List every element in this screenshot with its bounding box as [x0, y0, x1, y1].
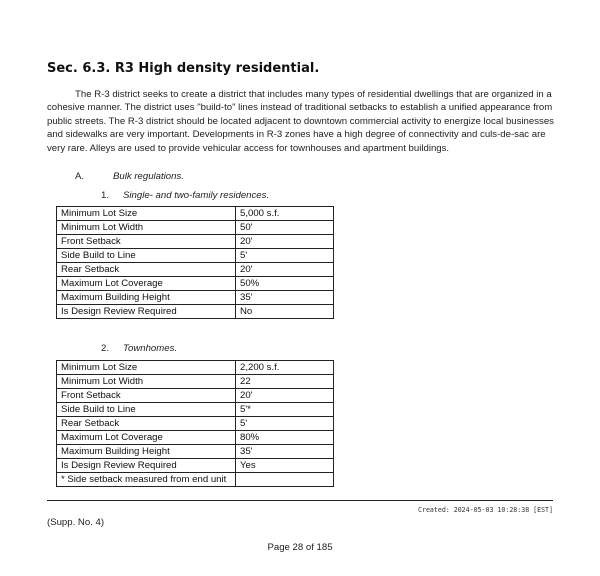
regulation-value-cell: 20': [236, 389, 334, 403]
regulation-value-cell: 20': [236, 235, 334, 249]
regulation-value-cell: 35': [236, 445, 334, 459]
created-timestamp: Created: 2024-05-03 10:28:38 [EST]: [418, 506, 553, 514]
regulation-value-cell: 20': [236, 263, 334, 277]
regulation-value-cell: 50%: [236, 277, 334, 291]
table-row: [57, 473, 334, 487]
regulation-name-cell: Front Setback: [57, 235, 236, 249]
table-row: [57, 235, 334, 249]
table-row: [57, 445, 334, 459]
regulation-value-cell: 2,200 s.f.: [236, 361, 334, 375]
regulation-name-cell: Maximum Building Height: [57, 445, 236, 459]
regulation-name-cell: Maximum Lot Coverage: [57, 431, 236, 445]
regulation-name-cell: * Side setback measured from end unit: [57, 473, 236, 487]
regulation-name-cell: Rear Setback: [57, 263, 236, 277]
table-row: [57, 361, 334, 375]
supplement-number: (Supp. No. 4): [47, 517, 105, 528]
table-row: [57, 207, 334, 221]
regulation-name-cell: Is Design Review Required: [57, 459, 236, 473]
regulation-value-cell: 50': [236, 221, 334, 235]
regulation-name-cell: Rear Setback: [57, 417, 236, 431]
section-title: Sec. 6.3. R3 High density residential.: [47, 61, 320, 76]
regulation-name-cell: Side Build to Line: [57, 403, 236, 417]
item-1-marker: 1.: [101, 190, 110, 201]
table-row: [57, 431, 334, 445]
regulation-value-cell: 5': [236, 417, 334, 431]
table-row: [57, 249, 334, 263]
regulation-value-cell: 5,000 s.f.: [236, 207, 334, 221]
regulation-value-cell: 35': [236, 291, 334, 305]
table-row: [57, 263, 334, 277]
table-row: [57, 221, 334, 235]
table-row: [57, 305, 334, 319]
item-1-heading: [101, 190, 269, 201]
item-1-label: Single- and two-family residences.: [123, 190, 270, 201]
regulation-name-cell: Maximum Lot Coverage: [57, 277, 236, 291]
table-row: [57, 417, 334, 431]
regulation-name-cell: Minimum Lot Size: [57, 207, 236, 221]
item-2-marker: 2.: [101, 343, 110, 354]
table-row: [57, 389, 334, 403]
table-row: [57, 403, 334, 417]
footer-divider: [47, 500, 553, 501]
table-row: [57, 375, 334, 389]
regulation-value-cell: Yes: [236, 459, 334, 473]
regulation-value-cell: 5': [236, 249, 334, 263]
regulation-value-cell: 5'*: [236, 403, 334, 417]
page-number: Page 28 of 185: [267, 542, 333, 553]
table-row: [57, 277, 334, 291]
regulation-name-cell: Is Design Review Required: [57, 305, 236, 319]
regulation-name-cell: Side Build to Line: [57, 249, 236, 263]
regulation-value-cell: 80%: [236, 431, 334, 445]
subsection-a-marker: A.: [75, 171, 85, 182]
townhome-regulations-table: [56, 360, 334, 487]
regulation-name-cell: Front Setback: [57, 389, 236, 403]
regulation-name-cell: Minimum Lot Size: [57, 361, 236, 375]
regulation-value-cell: No: [236, 305, 334, 319]
table-row: [57, 291, 334, 305]
regulation-value-cell: [236, 473, 334, 487]
single-family-regulations-table: [56, 206, 334, 319]
item-2-heading: [101, 343, 177, 354]
intro-paragraph: The R-3 district seeks to create a district that includes many types of residential dwellings that are organized in a cohesive manner. The district uses "build-to" lines instead of traditional setbacks to establish a unified appearance from public streets. The R-3 district should be located adjacent to downtown commercial activity to energize local businesses and sidewalks are very important. Developments in R-3 zones have a high degree of connectivity and culs-de-sac are very rare. Alleys are used to provide vehicular access for townhouses and apartment buildings.: [47, 89, 554, 154]
regulation-name-cell: Maximum Building Height: [57, 291, 236, 305]
item-2-label: Townhomes.: [123, 343, 178, 354]
regulation-name-cell: Minimum Lot Width: [57, 221, 236, 235]
regulation-value-cell: 22: [236, 375, 334, 389]
subsection-a-heading: [75, 171, 184, 182]
regulation-name-cell: Minimum Lot Width: [57, 375, 236, 389]
table-row: [57, 459, 334, 473]
subsection-a-label: Bulk regulations.: [113, 171, 184, 182]
